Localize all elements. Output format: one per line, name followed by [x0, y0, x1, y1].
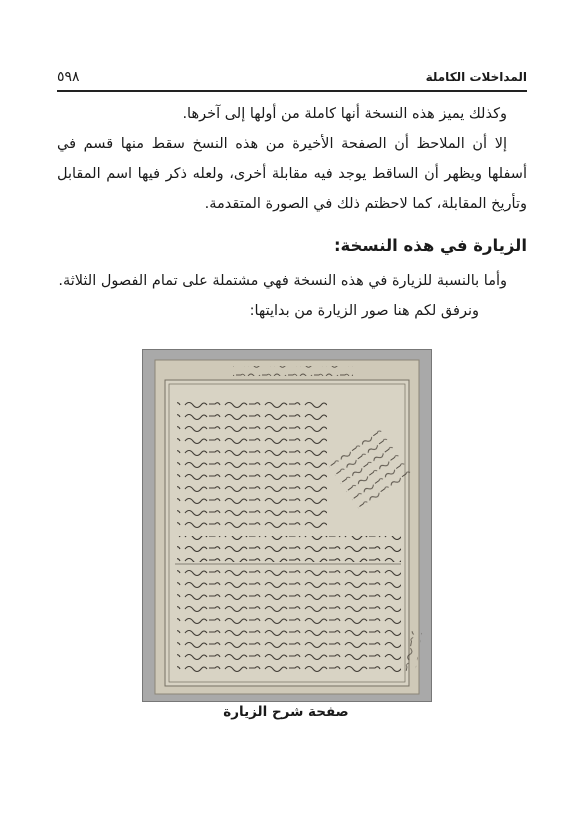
- manuscript-image: [142, 349, 432, 702]
- running-title: المداخلات الكاملة: [425, 70, 527, 84]
- header-rule: [57, 90, 527, 92]
- section-text: [57, 266, 527, 326]
- paragraph: ونرفق لكم هنا صور الزيارة من بدايتها:: [249, 303, 479, 319]
- paragraph: وأما بالنسبة للزيارة في هذه النسخة فهي مشتملة على تمام الفصول الثلاثة.: [58, 273, 507, 289]
- page-number: ٥٩٨: [57, 69, 80, 85]
- paragraph: إلا أن الملاحظ أن الصفحة الأخيرة من هذه النسخ سقط منها قسم في أسفلها ويظهر أن الساقط يوجد فيه مقابلة أخرى، ولعله ذكر فيها اسم المقابل وتأريخ المقابلة، كما لاحظتم ذلك في الصورة المتقدمة.: [57, 136, 527, 212]
- page-header: [57, 66, 527, 88]
- paragraph: وكذلك يميز هذه النسخة أنها كاملة من أولها إلى آخرها.: [182, 106, 507, 122]
- intro-text: [57, 99, 527, 219]
- section-heading: الزيارة في هذه النسخة:: [333, 236, 527, 255]
- manuscript-illustration: [143, 350, 431, 701]
- figure-caption: صفحة شرح الزيارة: [223, 704, 349, 720]
